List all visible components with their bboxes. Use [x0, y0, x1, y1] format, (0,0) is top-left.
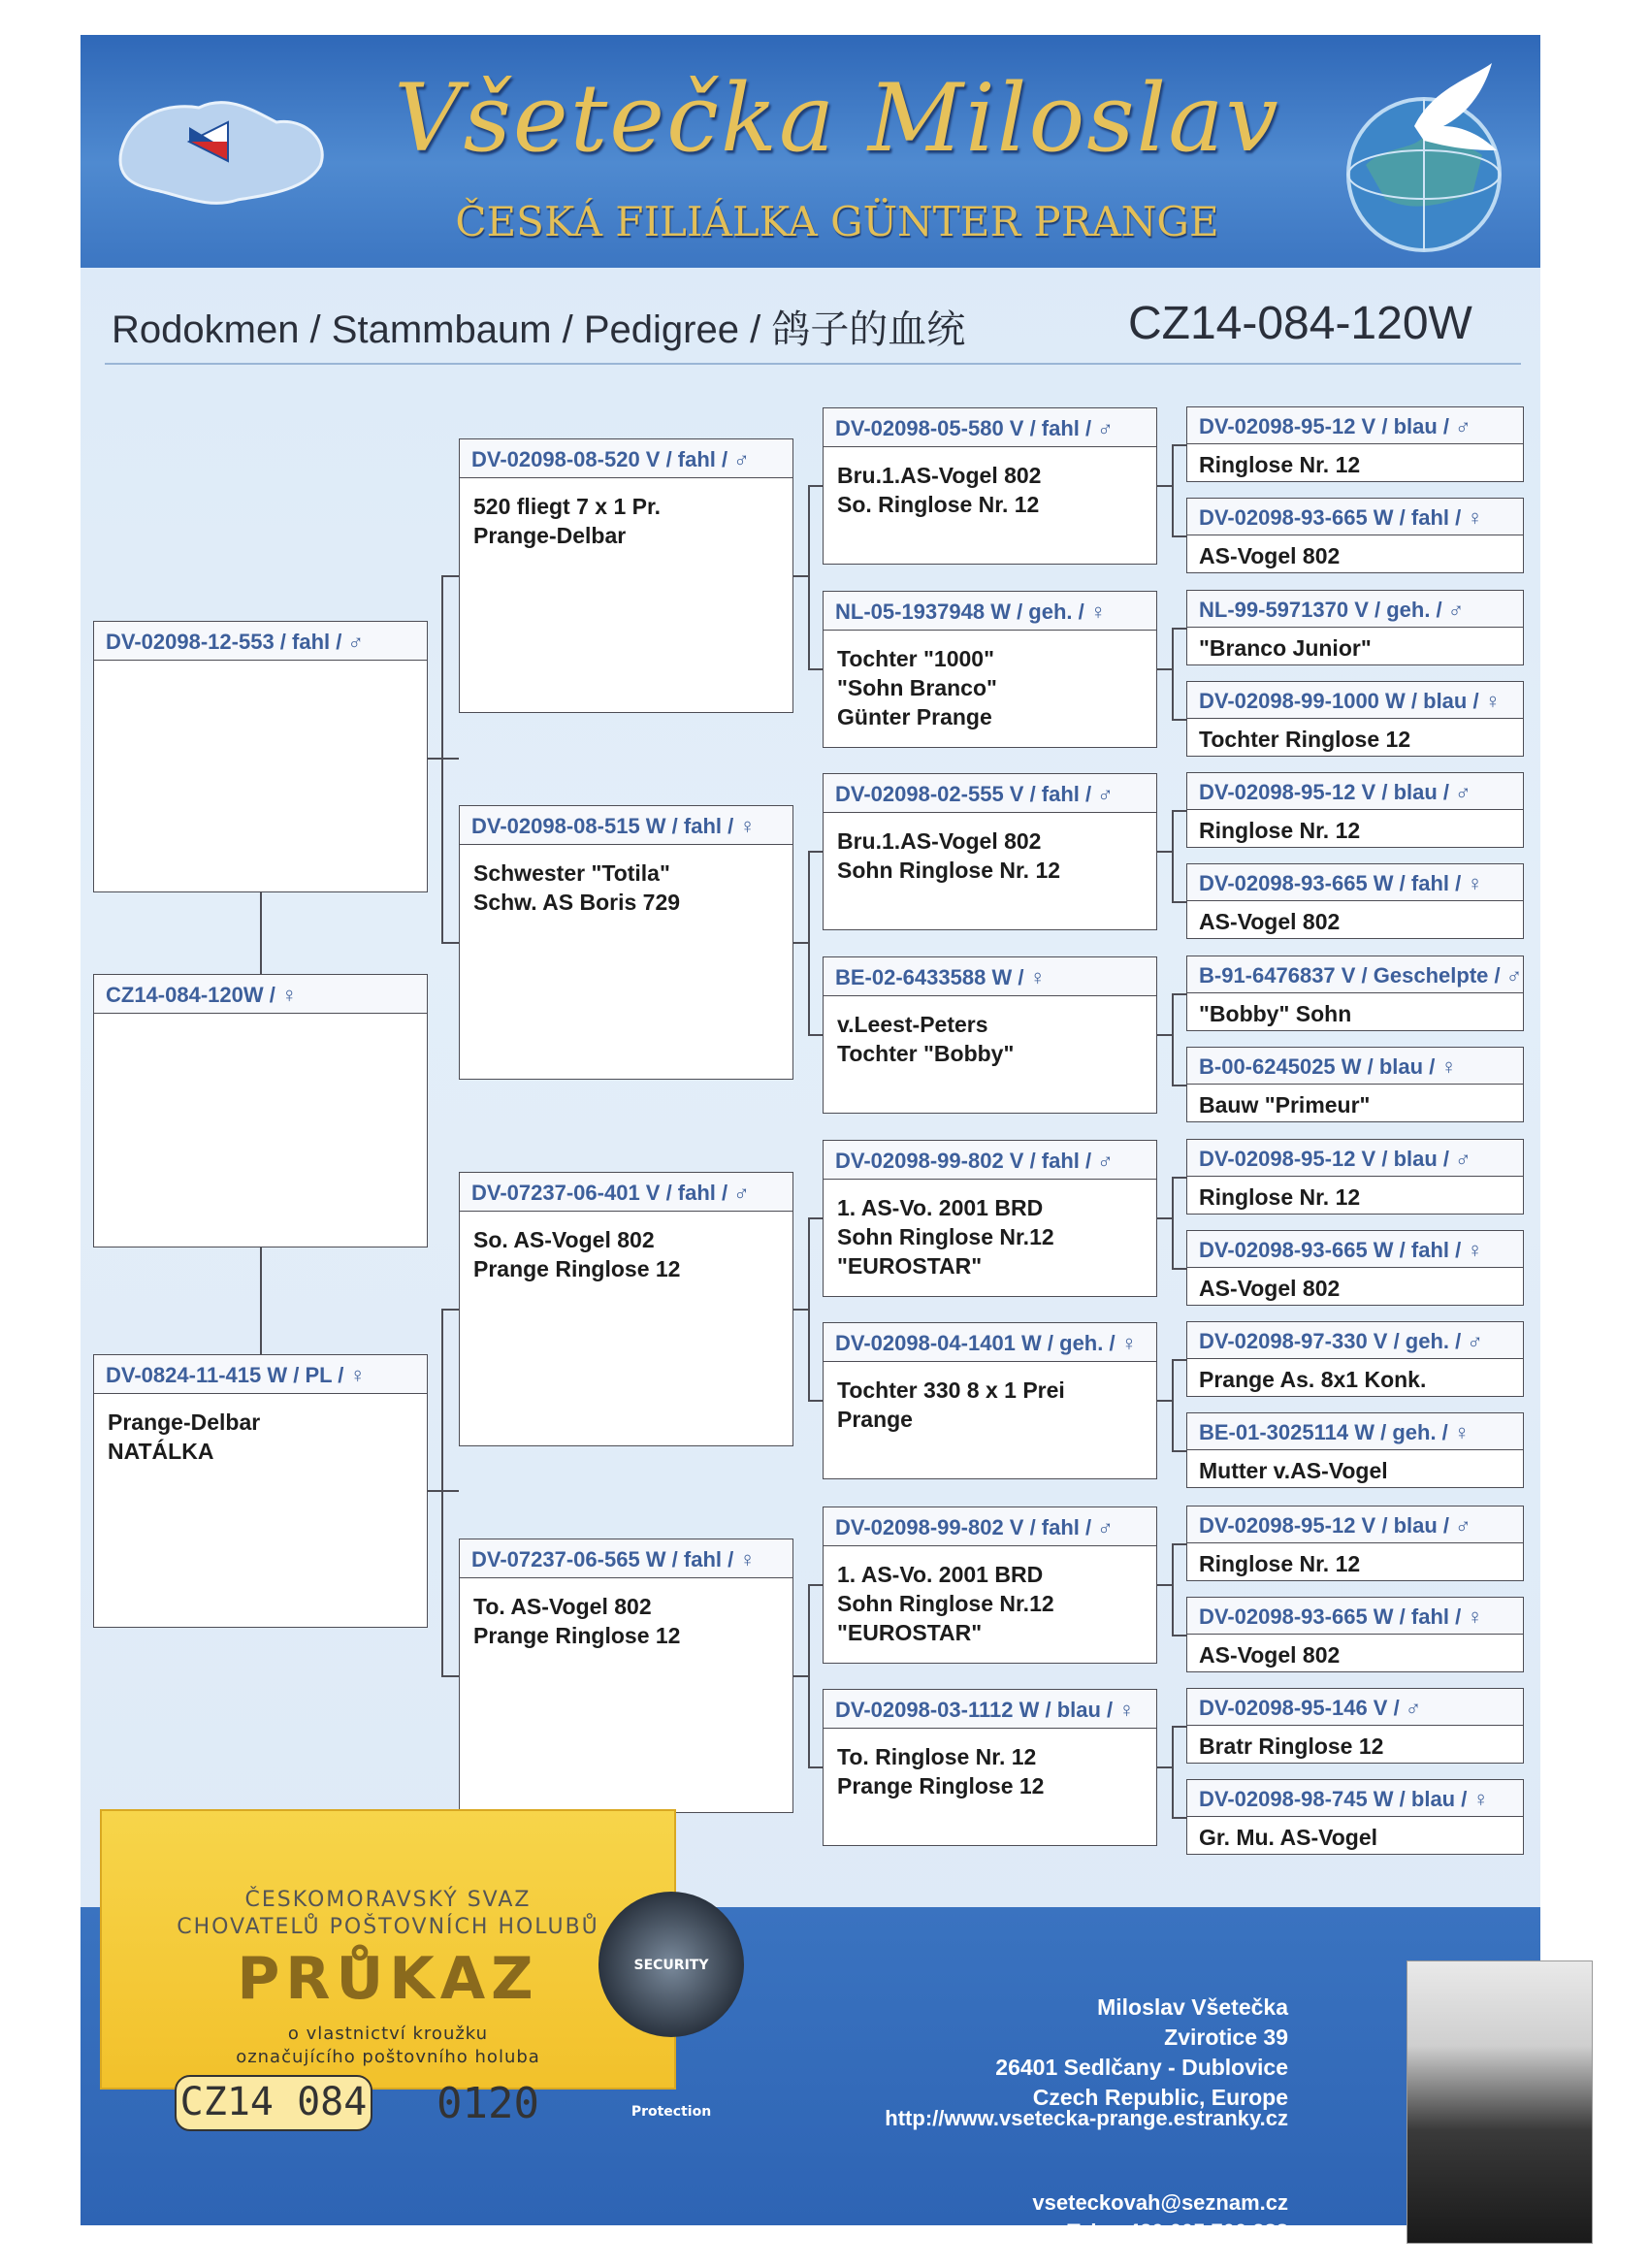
great-grandparent-box-6-notes: Tochter 330 8 x 1 Prei Prange — [837, 1377, 1065, 1432]
connector-line — [1172, 1268, 1186, 1270]
grandparent-box-1 — [459, 438, 793, 713]
connector-line — [1172, 1543, 1186, 1545]
ancestor-box-5-ring-id: DV-02098-95-12 V / blau / ♂ — [1187, 773, 1523, 810]
connector-line — [793, 1675, 808, 1677]
connector-line — [1157, 1584, 1172, 1586]
connector-line — [1172, 1817, 1186, 1819]
connector-line — [428, 1490, 459, 1492]
title-divider — [105, 363, 1521, 365]
contact-city: 26401 Sedlčany - Dublovice — [995, 2055, 1288, 2080]
subject-box-ring-id: CZ14-084-120W / ♀ — [94, 975, 427, 1014]
connector-line — [441, 1309, 459, 1311]
connector-line — [793, 575, 808, 577]
ancestor-box-2-ring-id: DV-02098-93-665 W / fahl / ♀ — [1187, 499, 1523, 535]
grandparent-box-1-ring-id: DV-02098-08-520 V / fahl / ♂ — [460, 439, 792, 478]
great-grandparent-box-1-ring-id: DV-02098-05-580 V / fahl / ♂ — [824, 408, 1156, 447]
ancestor-box-13-ring-id: DV-02098-95-12 V / blau / ♂ — [1187, 1507, 1523, 1543]
great-grandparent-box-7-notes: 1. AS-Vo. 2001 BRD Sohn Ringlose Nr.12 "EUROSTAR" — [837, 1562, 1054, 1645]
connector-line — [1172, 719, 1186, 721]
great-grandparent-box-4-ring-id: BE-02-6433588 W / ♀ — [824, 957, 1156, 996]
connector-line — [1172, 1177, 1186, 1179]
great-grandparent-box-2-notes: Tochter "1000" "Sohn Branco" Günter Prange — [837, 646, 997, 729]
connector-line — [1172, 535, 1186, 537]
connector-line — [808, 485, 823, 487]
sire-box — [93, 621, 428, 892]
dam-box-notes: Prange-Delbar NATÁLKA — [108, 1409, 261, 1464]
connector-line — [808, 1217, 823, 1219]
grandparent-box-4-ring-id: DV-07237-06-565 W / fahl / ♀ — [460, 1539, 792, 1578]
ancestor-box-7 — [1186, 956, 1524, 1031]
sire-box-ring-id: DV-02098-12-553 / fahl / ♂ — [94, 622, 427, 661]
great-grandparent-box-6 — [823, 1322, 1157, 1479]
ancestor-box-8-ring-id: B-00-6245025 W / blau / ♀ — [1187, 1048, 1523, 1085]
connector-line — [808, 485, 810, 668]
ancestor-box-11-notes: Prange As. 8x1 Konk. — [1199, 1367, 1427, 1392]
ancestor-box-14-ring-id: DV-02098-93-665 W / fahl / ♀ — [1187, 1598, 1523, 1635]
contact-reach — [1032, 2188, 1288, 2247]
contact-phone: Tel.: +420 605 700 288 — [1067, 2219, 1288, 2244]
connector-line — [808, 851, 810, 1034]
connector-line — [808, 1217, 810, 1400]
security-seal-icon — [598, 1892, 744, 2120]
great-grandparent-box-5-notes: 1. AS-Vo. 2001 BRD Sohn Ringlose Nr.12 "EUROSTAR" — [837, 1195, 1054, 1279]
ancestor-box-7-notes: "Bobby" Sohn — [1199, 1001, 1352, 1026]
ancestor-box-4-ring-id: DV-02098-99-1000 W / blau / ♀ — [1187, 682, 1523, 719]
grandparent-box-4-notes: To. AS-Vogel 802 Prange Ringlose 12 — [473, 1594, 681, 1648]
ancestor-box-9 — [1186, 1139, 1524, 1215]
connector-line — [441, 942, 459, 944]
connector-line — [1172, 1085, 1186, 1086]
ancestor-box-8-notes: Bauw "Primeur" — [1199, 1092, 1371, 1118]
ancestor-box-1-ring-id: DV-02098-95-12 V / blau / ♂ — [1187, 407, 1523, 444]
connector-line — [1157, 485, 1172, 487]
ancestor-box-2 — [1186, 498, 1524, 573]
connector-line — [1172, 1726, 1174, 1817]
connector-line — [1172, 993, 1174, 1085]
connector-line — [260, 1247, 262, 1354]
connector-line — [793, 942, 808, 944]
great-grandparent-box-5 — [823, 1140, 1157, 1297]
connector-line — [1172, 993, 1186, 995]
great-grandparent-box-8 — [823, 1689, 1157, 1846]
ancestor-box-6-notes: AS-Vogel 802 — [1199, 909, 1341, 934]
license-ring-number: 0120 — [436, 2079, 539, 2128]
connector-line — [441, 1309, 443, 1675]
contact-web[interactable]: http://www.vsetecka-prange.estranky.cz — [885, 2106, 1288, 2130]
dam-box-ring-id: DV-0824-11-415 W / PL / ♀ — [94, 1355, 427, 1394]
connector-line — [1157, 1766, 1172, 1768]
connector-line — [808, 851, 823, 853]
contact-address — [995, 1993, 1288, 2113]
ancestor-box-15-notes: Bratr Ringlose 12 — [1199, 1733, 1384, 1759]
great-grandparent-box-3-ring-id: DV-02098-02-555 V / fahl / ♂ — [824, 774, 1156, 813]
globe-dove-icon — [1327, 58, 1521, 262]
connector-line — [1157, 1217, 1172, 1219]
ancestor-box-16-ring-id: DV-02098-98-745 W / blau / ♀ — [1187, 1780, 1523, 1817]
connector-line — [1172, 444, 1174, 535]
contact-name: Miloslav Všetečka — [1097, 1994, 1288, 2020]
connector-line — [428, 758, 459, 760]
grandparent-box-3-notes: So. AS-Vogel 802 Prange Ringlose 12 — [473, 1227, 681, 1281]
ancestor-box-14-notes: AS-Vogel 802 — [1199, 1642, 1341, 1668]
license-org: ČESKOMORAVSKÝ SVAZ CHOVATELŮ POŠTOVNÍCH HOLUBŮ — [177, 1888, 599, 1939]
great-grandparent-box-8-notes: To. Ringlose Nr. 12 Prange Ringlose 12 — [837, 1744, 1045, 1798]
ancestor-box-15-ring-id: DV-02098-95-146 V / ♂ — [1187, 1689, 1523, 1726]
ancestor-box-9-ring-id: DV-02098-95-12 V / blau / ♂ — [1187, 1140, 1523, 1177]
header-banner — [81, 35, 1540, 268]
great-grandparent-box-5-ring-id: DV-02098-99-802 V / fahl / ♂ — [824, 1141, 1156, 1180]
czech-map-icon — [112, 83, 335, 219]
grandparent-box-3 — [459, 1172, 793, 1446]
connector-line — [1172, 1450, 1186, 1452]
great-grandparent-box-3 — [823, 773, 1157, 930]
ancestor-box-6-ring-id: DV-02098-93-665 W / fahl / ♀ — [1187, 864, 1523, 901]
connector-line — [1172, 1635, 1186, 1636]
connector-line — [1157, 1400, 1172, 1402]
contact-email[interactable]: vseteckovah@seznam.cz — [1032, 2190, 1288, 2215]
connector-line — [1172, 1726, 1186, 1728]
connector-line — [808, 1766, 823, 1768]
ancestor-box-3-notes: "Branco Junior" — [1199, 635, 1372, 661]
dam-box — [93, 1354, 428, 1628]
license-title: PRŮKAZ — [237, 1945, 539, 2013]
ancestor-box-11-ring-id: DV-02098-97-330 V / geh. / ♂ — [1187, 1322, 1523, 1359]
ancestor-box-12-ring-id: BE-01-3025114 W / geh. / ♀ — [1187, 1413, 1523, 1450]
connector-line — [1172, 1359, 1174, 1450]
great-grandparent-box-6-ring-id: DV-02098-04-1401 W / geh. / ♀ — [824, 1323, 1156, 1362]
grandparent-box-3-ring-id: DV-07237-06-401 V / fahl / ♂ — [460, 1173, 792, 1212]
ancestor-box-3 — [1186, 590, 1524, 665]
connector-line — [808, 668, 823, 670]
connector-line — [1157, 668, 1172, 670]
sire-box-notes — [94, 661, 427, 674]
license-ring-prefix: CZ14 084 — [175, 2075, 372, 2131]
grandparent-box-2-notes: Schwester "Totila" Schw. AS Boris 729 — [473, 860, 681, 915]
brand-subtitle: ČESKÁ FILIÁLKA GÜNTER PRANGE — [455, 198, 1219, 245]
contact-country: Czech Republic, Europe — [1032, 2085, 1288, 2110]
brand-title: Všetečka Miloslav — [394, 64, 1280, 173]
great-grandparent-box-4 — [823, 956, 1157, 1114]
ancestor-box-2-notes: AS-Vogel 802 — [1199, 543, 1341, 568]
ancestor-box-14 — [1186, 1597, 1524, 1672]
great-grandparent-box-1 — [823, 407, 1157, 565]
ancestor-box-13-notes: Ringlose Nr. 12 — [1199, 1551, 1361, 1576]
connector-line — [1157, 851, 1172, 853]
connector-line — [1172, 1177, 1174, 1268]
great-grandparent-box-1-notes: Bru.1.AS-Vogel 802 So. Ringlose Nr. 12 — [837, 463, 1042, 517]
great-grandparent-box-7-ring-id: DV-02098-99-802 V / fahl / ♂ — [824, 1507, 1156, 1546]
ancestor-box-12 — [1186, 1412, 1524, 1488]
ancestor-box-1-notes: Ringlose Nr. 12 — [1199, 452, 1361, 477]
connector-line — [1172, 810, 1186, 812]
ancestor-box-7-ring-id: B-91-6476837 V / Geschelpte / ♂ — [1187, 956, 1523, 993]
connector-line — [441, 575, 443, 942]
ancestor-box-10 — [1186, 1230, 1524, 1306]
contact-street: Zvirotice 39 — [1164, 2025, 1288, 2050]
ancestor-box-16-notes: Gr. Mu. AS-Vogel — [1199, 1825, 1378, 1850]
ancestor-box-16 — [1186, 1779, 1524, 1855]
great-grandparent-box-3-notes: Bru.1.AS-Vogel 802 Sohn Ringlose Nr. 12 — [837, 828, 1061, 883]
ancestor-box-10-notes: AS-Vogel 802 — [1199, 1276, 1341, 1301]
ancestor-box-4 — [1186, 681, 1524, 757]
great-grandparent-box-2-ring-id: NL-05-1937948 W / geh. / ♀ — [824, 592, 1156, 631]
connector-line — [1157, 1034, 1172, 1036]
connector-line — [1172, 1359, 1186, 1361]
license-desc: o vlastnictví kroužku označujícího poštovního holuba — [236, 2024, 540, 2067]
ancestor-box-6 — [1186, 863, 1524, 939]
ancestor-box-1 — [1186, 406, 1524, 482]
ancestor-box-13 — [1186, 1506, 1524, 1581]
ancestor-box-3-ring-id: NL-99-5971370 V / geh. / ♂ — [1187, 591, 1523, 628]
ancestor-box-4-notes: Tochter Ringlose 12 — [1199, 727, 1411, 752]
connector-line — [1172, 628, 1174, 719]
subject-box-notes — [94, 1014, 427, 1027]
ancestor-box-10-ring-id: DV-02098-93-665 W / fahl / ♀ — [1187, 1231, 1523, 1268]
seal-text: SECURITY Protection — [630, 1958, 712, 2120]
grandparent-box-2 — [459, 805, 793, 1080]
connector-line — [1172, 628, 1186, 630]
owner-photo — [1406, 1960, 1593, 2244]
grandparent-box-2-ring-id: DV-02098-08-515 W / fahl / ♀ — [460, 806, 792, 845]
ring-number-title: CZ14-084-120W — [1128, 298, 1472, 349]
ancestor-box-8 — [1186, 1047, 1524, 1122]
subject-box — [93, 974, 428, 1247]
ancestor-box-5-notes: Ringlose Nr. 12 — [1199, 818, 1361, 843]
ancestor-box-11 — [1186, 1321, 1524, 1397]
connector-line — [260, 892, 262, 974]
pedigree-title: Rodokmen / Stammbaum / Pedigree / 鸽子的血统 — [112, 308, 966, 351]
connector-line — [1172, 1543, 1174, 1635]
grandparent-box-1-notes: 520 fliegt 7 x 1 Pr. Prange-Delbar — [473, 494, 662, 548]
ancestor-box-12-notes: Mutter v.AS-Vogel — [1199, 1458, 1388, 1483]
connector-line — [808, 1584, 810, 1766]
connector-line — [808, 1584, 823, 1586]
connector-line — [808, 1400, 823, 1402]
great-grandparent-box-2 — [823, 591, 1157, 748]
connector-line — [1172, 444, 1186, 446]
connector-line — [793, 1309, 808, 1311]
connector-line — [441, 575, 459, 577]
connector-line — [441, 1675, 459, 1677]
grandparent-box-4 — [459, 1539, 793, 1813]
ancestor-box-15 — [1186, 1688, 1524, 1764]
ancestor-box-9-notes: Ringlose Nr. 12 — [1199, 1184, 1361, 1210]
connector-line — [1172, 810, 1174, 901]
great-grandparent-box-8-ring-id: DV-02098-03-1112 W / blau / ♀ — [824, 1690, 1156, 1729]
connector-line — [808, 1034, 823, 1036]
great-grandparent-box-4-notes: v.Leest-Peters Tochter "Bobby" — [837, 1012, 1015, 1066]
ancestor-box-5 — [1186, 772, 1524, 848]
connector-line — [1172, 901, 1186, 903]
great-grandparent-box-7 — [823, 1507, 1157, 1664]
